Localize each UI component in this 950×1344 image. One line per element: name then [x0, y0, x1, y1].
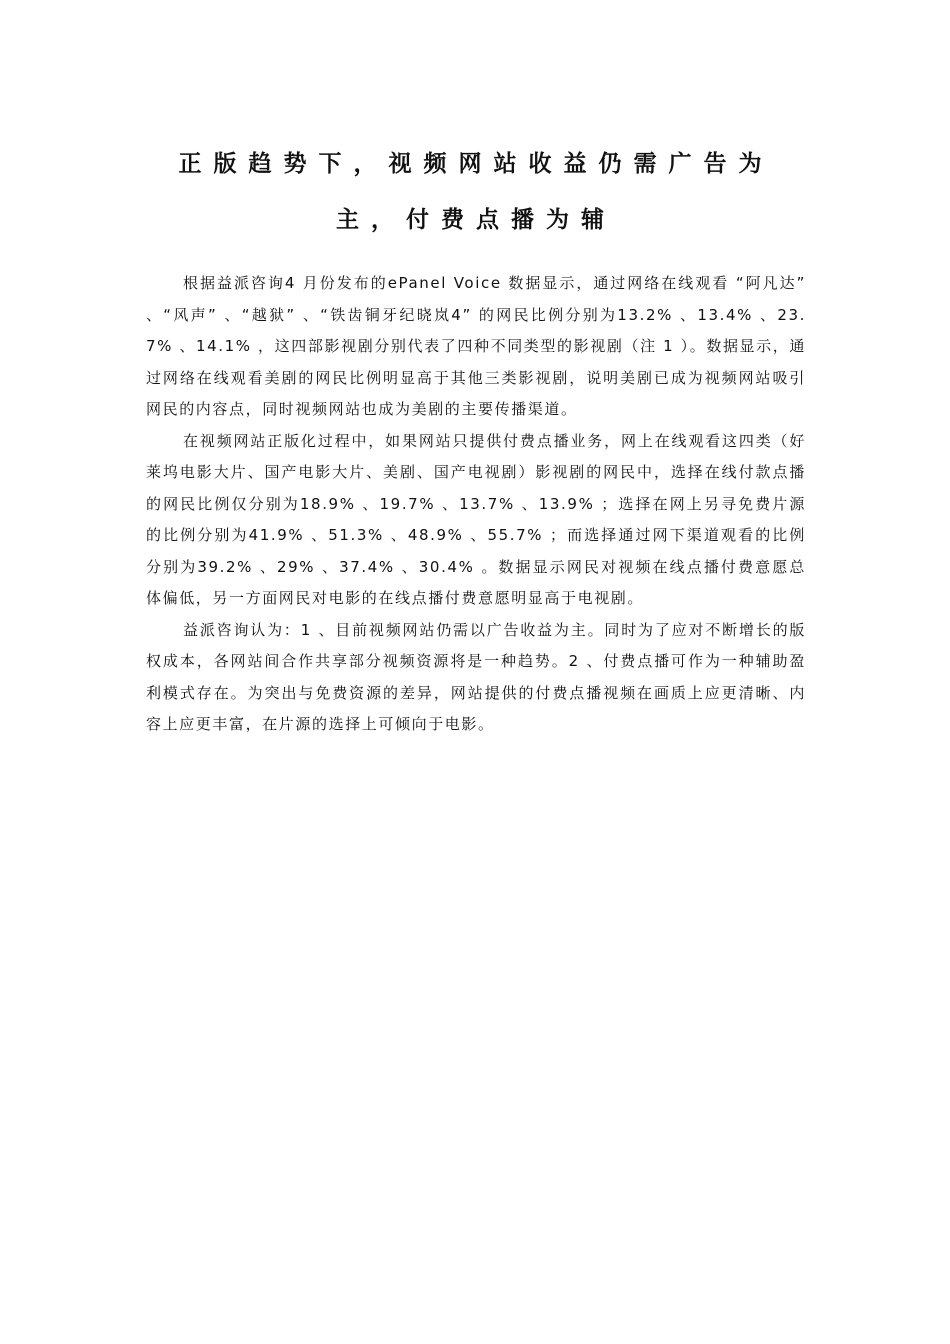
title-line-2: 主，付费点播为辅 [336, 207, 616, 233]
title-line-1: 正版趋势下，视频网站收益仍需广告为 [178, 151, 774, 177]
document-title [146, 136, 806, 248]
paragraph-3: 益派咨询认为：1 、目前视频网站仍需以广告收益为主。同时为了应对不断增长的版权成本，各网站间合作共享部分视频资源将是一种趋势。2 、付费点播可作为一种辅助盈利模式存在。为突出与免费资源的差异，网站提供的付费点播视频在画质上应更清晰、内容上应更丰富，在片源的选择上可倾向于电影。 [146, 620, 806, 733]
document-body [146, 268, 806, 741]
paragraph-1: 根据益派咨询4 月份发布的ePanel Voice 数据显示，通过网络在线观看 “阿凡达” 、“风声” 、“越狱” 、“铁齿铜牙纪晓岚4” 的网民比例分别为13.2% 、13.4% 、23.7% 、14.1% ，这四部影视剧分别代表了四种不同类型的影视剧（注 1 ）。数据显示，通过网络在线观看美剧的网民比例明显高于其他三类影视剧，说明美剧已成为视频网站吸引网民的内容点，同时视频网站也成为美剧的主要传播渠道。 [146, 274, 806, 418]
paragraph-2: 在视频网站正版化过程中，如果网站只提供付费点播业务，网上在线观看这四类（好莱坞电影大片、国产电影大片、美剧、国产电视剧）影视剧的网民中，选择在线付款点播的网民比例仅分别为18.9% 、19.7% 、13.7% 、13.9% ；选择在网上另寻免费片源的比例分别为41.9% 、51.3% 、48.9% 、55.7% ；而选择通过网下渠道观看的比例分别为39.2% 、29% 、37.4% 、30.4% 。数据显示网民对视频在线点播付费意愿总体偏低，另一方面网民对电影的在线点播付费意愿明显高于电视剧。 [146, 431, 806, 607]
